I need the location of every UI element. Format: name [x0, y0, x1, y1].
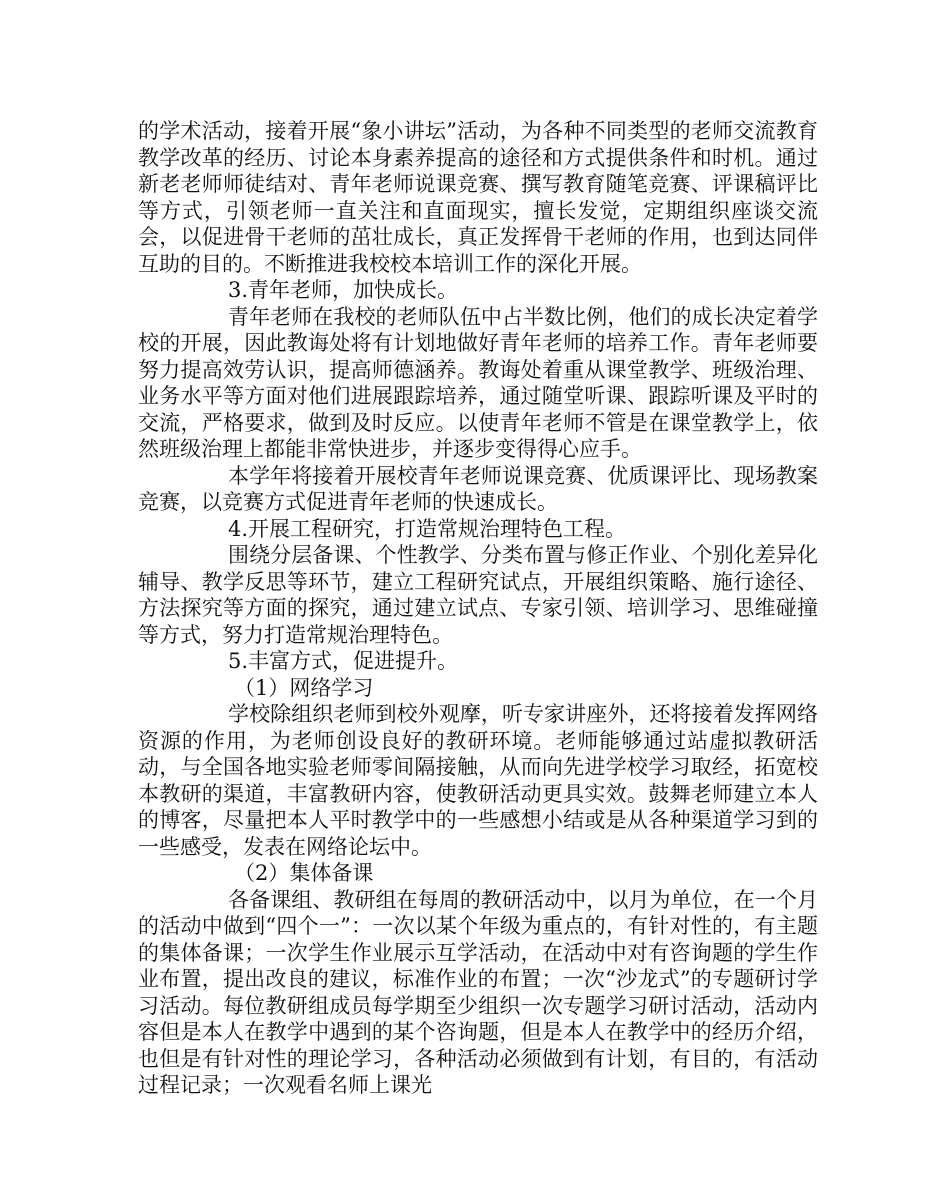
body-paragraph: 本学年将接着开展校青年老师说课竞赛、优质课评比、现场教案竞赛，以竞赛方式促进青年老师的快速成长。: [138, 463, 818, 514]
body-paragraph: 学校除组织老师到校外观摩，听专家讲座外，还将接着发挥网络资源的作用，为老师创设良好的教研环境。老师能够通过站虚拟教研活动，与全国各地实验老师零间隔接触，从而向先进学校学习取经，拓宽校本教研的渠道，丰富教研内容，使教研活动更具实效。鼓舞老师建立本人的博客，尽量把本人平时教学中的一些感想小结或是从各种渠道学习到的一些感受，发表在网络论坛中。: [138, 702, 818, 859]
subheading-network-learning: （1）网络学习: [234, 675, 374, 700]
section-heading-5: 5.丰富方式，促进提升。: [228, 649, 459, 673]
body-paragraph: 青年老师在我校的老师队伍中占半数比例，他们的成长决定着学校的开展，因此教诲处将有计划地做好青年老师的培养工作。青年老师要努力提高效劳认识，提高师德涵养。教诲处着重从课堂教学、班级治理、业务水平等方面对他们进展跟踪培养，通过随堂听课、跟踪听课及平时的交流，严格要求，做到及时反应。以使青年老师不管是在课堂教学上，依然班级治理上都能非常快进步，并逐步变得得心应手。: [138, 304, 818, 461]
document-page: [138, 118, 818, 1099]
body-paragraph: 围绕分层备课、个性教学、分类布置与修正作业、个别化差异化辅导、教学反思等环节，建立工程研究试点，开展组织策略、施行途径、方法探究等方面的探究，通过建立试点、专家引领、培训学习、思维碰撞等方式，努力打造常规治理特色。: [138, 543, 818, 647]
subheading-collective-lesson-prep: （2）集体备课: [234, 861, 374, 885]
section-heading-4: 4.开展工程研究，打造常规治理特色工程。: [228, 516, 627, 541]
body-paragraph: 各备课组、教研组在每周的教研活动中，以月为单位，在一个月的活动中做到“四个一”：一次以某个年级为重点的，有针对性的，有主题的集体备课；一次学生作业展示互学活动，在活动中对有咨询题的学生作业布置，提出改良的建议，标准作业的布置；一次“沙龙式”的专题研讨学习活动。每位教研组成员每学期至少组织一次专题学习研讨活动，活动内容但是本人在教学中遇到的某个咨询题，但是本人在教学中的经历介绍，也但是有针对性的理论学习，各种活动必须做到有计划，有目的，有活动过程记录；一次观看名师上课光: [138, 887, 818, 1097]
section-heading-3: 3.青年老师，加快成长。: [228, 278, 459, 302]
body-paragraph-continued: 的学术活动，接着开展“象小讲坛”活动，为各种不同类型的老师交流教育教学改革的经历、讨论本身素养提高的途径和方式提供条件和时机。通过新老老师师徒结对、青年老师说课竞赛、撰写教育随笔竞赛、评课稿评比等方式，引领老师一直关注和直面现实，擅长发觉，定期组织座谈交流会，以促进骨干老师的茁壮成长，真正发挥骨干老师的作用，也到达同伴互助的目的。不断推进我校校本培训工作的深化开展。: [138, 119, 818, 276]
